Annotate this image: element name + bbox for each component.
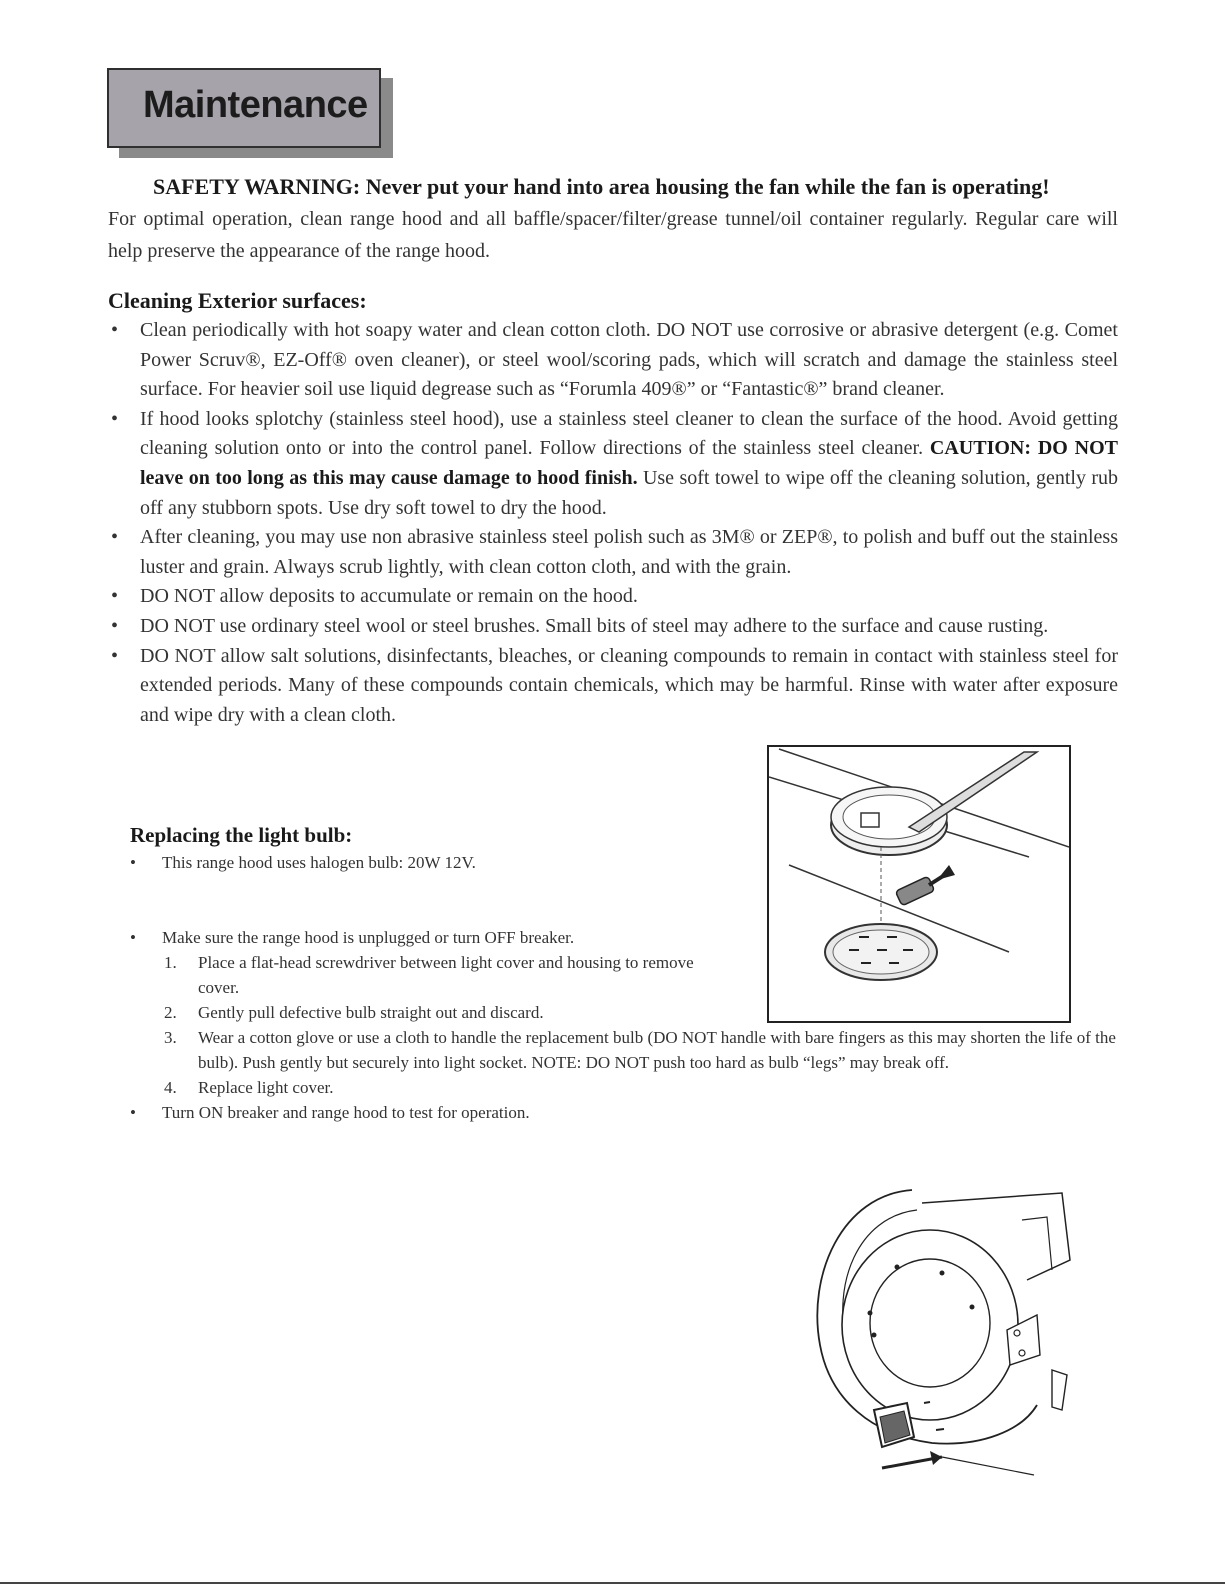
- step-text: Wear a cotton glove or use a cloth to handle the replacement bulb (DO NOT handle with bare fingers as this may shorten the life of the bulb). Push gently but securely into light socket. NOTE: DO NOT push too hard as bulb “legs” may break off.: [198, 1028, 1116, 1072]
- list-item: [130, 1100, 1136, 1125]
- list-item: [108, 316, 1118, 405]
- bullet-icon: •: [111, 319, 119, 341]
- list-item-text: Turn ON breaker and range hood to test for operation.: [162, 1103, 530, 1122]
- step-number: 4.: [164, 1078, 177, 1097]
- bullet-icon: •: [130, 928, 136, 947]
- list-item: [108, 523, 1118, 582]
- list-item-text: This range hood uses halogen bulb: 20W 12V.: [162, 853, 476, 872]
- cleaning-list: [108, 316, 1118, 730]
- list-item: [108, 642, 1118, 731]
- list-item: [108, 405, 1118, 523]
- step-text: Gently pull defective bulb straight out and discard.: [198, 1003, 544, 1022]
- step-item: [164, 1025, 1136, 1075]
- bullet-icon: •: [111, 407, 119, 430]
- safety-warning: SAFETY WARNING: Never put your hand into area housing the fan while the fan is operating!: [153, 174, 1050, 199]
- steps-list: [162, 950, 1136, 1100]
- bullet-icon: •: [111, 614, 119, 637]
- list-item-text: DO NOT allow salt solutions, disinfectants, bleaches, or cleaning compounds to remain in contact with stainless steel for extended periods. Many of these compounds contain chemicals, which may be harmful. Rinse with water after exposure and wipe dry with a clean cloth.: [140, 644, 1118, 726]
- bullet-icon: •: [111, 644, 119, 667]
- step-number: 3.: [164, 1028, 177, 1047]
- list-item: [130, 850, 1136, 875]
- step-number: 2.: [164, 1003, 177, 1022]
- list-item-text: DO NOT allow deposits to accumulate or remain on the hood.: [140, 585, 638, 608]
- bullet-icon: •: [130, 1103, 136, 1122]
- page-bottom-rule: [0, 1582, 1225, 1584]
- bullet-icon: •: [111, 526, 119, 549]
- intro-paragraph: For optimal operation, clean range hood and all baffle/spacer/filter/grease tunnel/oil container regularly. Regular care will help preserve the appearance of the range hood.: [108, 208, 1118, 262]
- step-item: [164, 1000, 1136, 1025]
- section-title-box: [107, 68, 381, 148]
- bulb-heading: Replacing the light bulb:: [130, 823, 353, 847]
- bullet-icon: •: [111, 585, 119, 608]
- fan-housing-diagram: [812, 1185, 1072, 1485]
- step-text: Replace light cover.: [198, 1078, 334, 1097]
- caution-text: CAUTION: DO NOT leave on too long as this may cause damage to hood finish.: [140, 437, 1118, 489]
- list-item: [130, 925, 1136, 1100]
- bullet-icon: •: [130, 853, 136, 872]
- list-item-text: If hood looks splotchy (stainless steel hood), use a stainless steel cleaner to clean the surface of the hood. Avoid getting cleaning solution onto or into the control panel. Follow directions of the stainless steel cleaner.: [140, 407, 1118, 460]
- list-item: [108, 582, 1118, 612]
- list-item-text: Use soft towel to wipe off the cleaning solution, gently rub off any stubborn spots. Use dry soft towel to dry the hood.: [140, 466, 1118, 519]
- list-item: [108, 612, 1118, 642]
- step-item: [164, 1075, 1136, 1100]
- list-item-text: Clean periodically with hot soapy water and clean cotton cloth. DO NOT use corrosive or abrasive detergent (e.g. Comet Power Scruv®, EZ-Off® oven cleaner), or steel wool/scoring pads, which will scratch and damage the stainless steel surface. For heavier soil use liquid degrease such as “Forumla 409®” or “Fantastic®” brand cleaner.: [140, 319, 1118, 401]
- list-item-text: After cleaning, you may use non abrasive stainless steel polish such as 3M® or ZEP®, to polish and buff out the stainless luster and grain. Always scrub lightly, with clean cotton cloth, and with the grain.: [140, 526, 1118, 578]
- page-title: Maintenance: [143, 84, 368, 126]
- step-text: Place a flat-head screwdriver between light cover and housing to remove cover.: [198, 953, 694, 997]
- list-item-text: DO NOT use ordinary steel wool or steel brushes. Small bits of steel may adhere to the surface and cause rusting.: [140, 614, 1049, 637]
- list-item-text: Make sure the range hood is unplugged or turn OFF breaker.: [162, 928, 575, 947]
- fan-housing-illustration: [812, 1185, 1072, 1485]
- bulb-list: [130, 850, 1136, 1125]
- step-number: 1.: [164, 953, 177, 972]
- step-item: [164, 950, 708, 1000]
- cleaning-heading: Cleaning Exterior surfaces:: [108, 288, 367, 313]
